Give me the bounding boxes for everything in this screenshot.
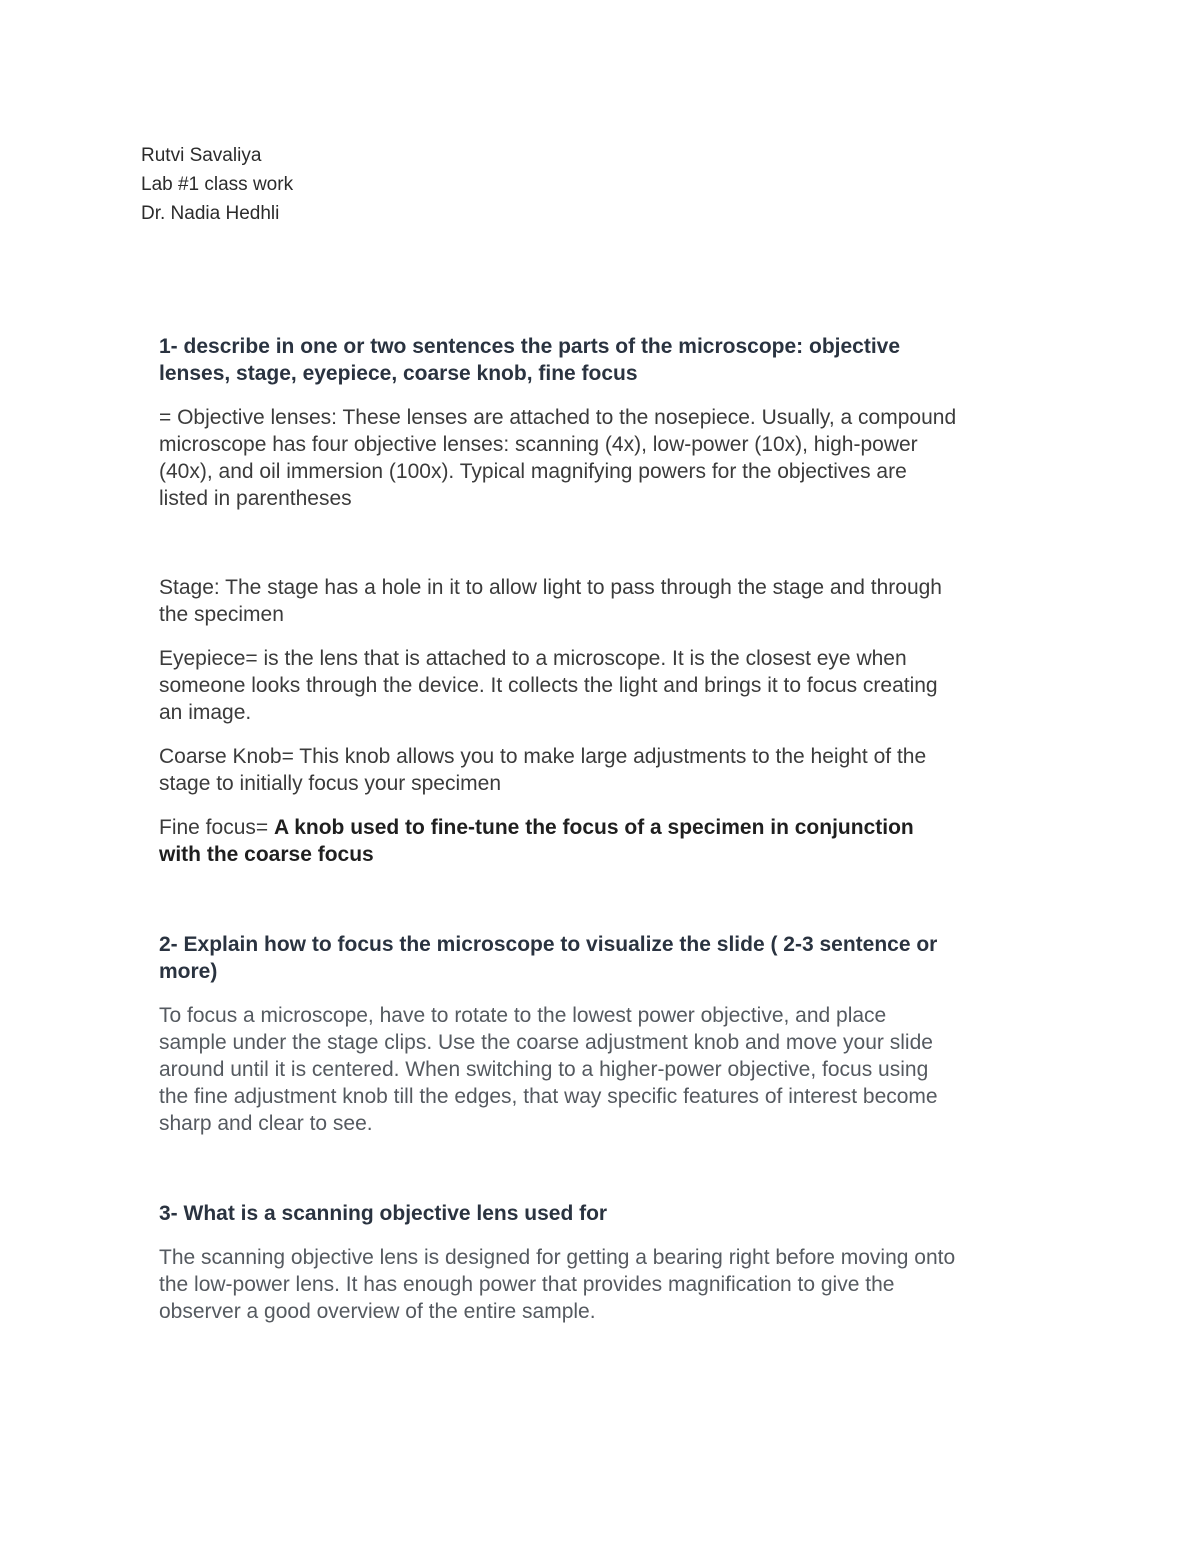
answer-3: The scanning objective lens is designed for getting a bearing right before moving onto the low-power lens. It has enough power that provides magnification to give the observer a good overview of the entire sample. <box>159 1246 956 1323</box>
document-header <box>141 141 741 228</box>
answer-fine-focus <box>159 814 959 868</box>
question-2: 2- Explain how to focus the microscope to visualize the slide ( 2-3 sentence or more) <box>159 933 938 983</box>
answer-stage: Stage: The stage has a hole in it to allow light to pass through the stage and through the specimen <box>159 576 942 626</box>
question-3: 3- What is a scanning objective lens used for <box>159 1202 608 1225</box>
answer-eyepiece: Eyepiece= is the lens that is attached to a microscope. It is the closest eye when someone looks through the device. It collects the light and brings it to focus creating an image. <box>159 647 938 724</box>
assignment-title: Lab #1 class work <box>141 174 294 195</box>
answer-objective-lenses: = Objective lenses: These lenses are attached to the nosepiece. Usually, a compound microscope has four objective lenses: scanning (4x), low-power (10x), high-power (40x), and oil immersion (100x). Typical magnifying powers for the objectives are listed in parentheses <box>159 406 957 510</box>
fine-focus-description: A knob used to fine-tune the focus of a specimen in conjunction with the coarse focus <box>159 816 914 866</box>
answer-coarse-knob: Coarse Knob= This knob allows you to make large adjustments to the height of the stage to initially focus your specimen <box>159 745 927 795</box>
instructor-name: Dr. Nadia Hedhli <box>141 203 280 224</box>
question-1: 1- describe in one or two sentences the parts of the microscope: objective lenses, stage, eyepiece, coarse knob, fine focus <box>159 335 901 385</box>
student-name: Rutvi Savaliya <box>141 145 262 166</box>
answer-2: To focus a microscope, have to rotate to the lowest power objective, and place sample under the stage clips. Use the coarse adjustment knob and move your slide around until it is centered. When switching to a higher-power objective, focus using the fine adjustment knob till the edges, that way specific features of interest become sharp and clear to see. <box>159 1004 938 1135</box>
document-body <box>159 333 959 1325</box>
fine-focus-label: Fine focus= <box>159 816 274 839</box>
